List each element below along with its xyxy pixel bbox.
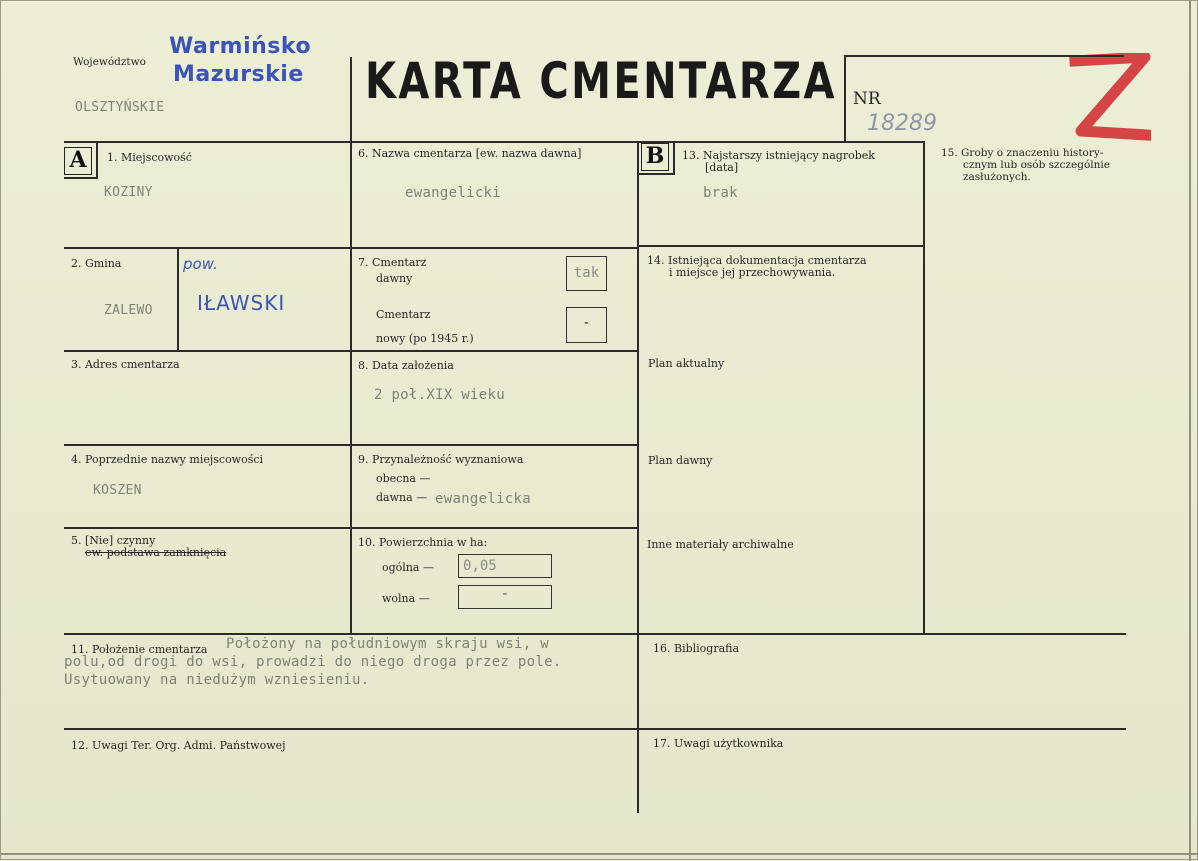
plan-aktualny-label: Plan aktualny xyxy=(648,357,725,370)
f5-label-line1: 5. [Nie] czynny xyxy=(71,534,156,547)
f10-label: 10. Powierzchnia w ha: xyxy=(358,536,488,549)
category-z-mark xyxy=(1069,53,1151,141)
f2-hand-value: IŁAWSKI xyxy=(197,291,286,315)
f13-label-line2: [data] xyxy=(705,161,739,174)
f4-value: KOSZEN xyxy=(93,483,142,498)
nr-box-top xyxy=(844,55,1124,57)
f13-label-line1: 13. Najstarszy istniejący nagrobek xyxy=(682,149,875,162)
f10-wolna-box: - xyxy=(458,585,552,609)
f15-line1: 15. Groby o znaczeniu history- xyxy=(941,147,1104,159)
f3-label: 3. Adres cmentarza xyxy=(71,358,180,371)
section-b-letter: B xyxy=(641,143,669,171)
inne-materialy-label: Inne materiały archiwalne xyxy=(647,538,794,551)
f9-obecna-label: obecna — xyxy=(376,472,431,485)
section-a-letter: A xyxy=(64,147,92,175)
plan-dawny-label: Plan dawny xyxy=(648,454,713,467)
card-title: KARTA CMENTARZA xyxy=(365,52,837,110)
f10-ogolna-box: 0,05 xyxy=(458,554,552,578)
f2-hand-prefix: pow. xyxy=(183,255,218,273)
f14-label-line1: 14. Istniejąca dokumentacja cmentarza xyxy=(647,254,867,267)
f10-wolna-label: wolna — xyxy=(382,592,430,605)
f7-label-b1: Cmentarz xyxy=(376,308,431,321)
f1-label: 1. Miejscowość xyxy=(107,151,192,164)
col-divider-2 xyxy=(637,141,639,813)
wojewodztwo-label: Województwo xyxy=(73,56,146,68)
row-line-bottom2 xyxy=(64,728,1126,730)
col-divider-1 xyxy=(350,57,352,633)
f9-dawna-label: dawna — xyxy=(376,491,428,504)
f7-label-b2: nowy (po 1945 r.) xyxy=(376,332,474,345)
f5-label-line2: ew. podstawa zamknięcia xyxy=(85,546,227,559)
card-right-edge xyxy=(1189,1,1191,861)
col-divider-3 xyxy=(923,141,925,633)
f11-line3: Usytuowany na niedużym wzniesieniu. xyxy=(64,672,370,688)
wojewodztwo-stamp-line1: Warmińsko xyxy=(169,34,312,59)
row-line-top xyxy=(64,141,924,143)
f11-label: 11. Położenie cmentarza xyxy=(71,643,208,656)
f14-label-line2: i miejsce jej przechowywania. xyxy=(669,266,836,279)
card-bottom-edge xyxy=(1,853,1198,855)
nr-label: NR xyxy=(853,89,881,109)
f17-label: 17. Uwagi użytkownika xyxy=(653,737,784,750)
f12-label: 12. Uwagi Ter. Org. Admi. Państwowej xyxy=(71,739,286,752)
f9-label: 9. Przynależność wyznaniowa xyxy=(358,453,524,466)
f15-line2: cznym lub osób szczególnie xyxy=(963,159,1110,171)
row-line-bottom1 xyxy=(64,633,1126,635)
section-b-letter-base xyxy=(639,173,674,175)
wojewodztwo-stamp-line2: Mazurskie xyxy=(173,62,304,87)
f8-value: 2 poł.XIX wieku xyxy=(374,387,505,403)
nr-box-left xyxy=(844,55,846,141)
f1-value: KOZINY xyxy=(104,185,153,200)
row-line-b14 xyxy=(639,245,924,247)
f15-line3: zasłużonych. xyxy=(963,171,1031,183)
f13-value: brak xyxy=(703,185,738,201)
section-a-letter-base xyxy=(64,177,97,179)
row-line-a3 xyxy=(64,350,638,352)
f4-label: 4. Poprzednie nazwy miejscowości xyxy=(71,453,264,466)
wojewodztwo-typed: OLSZTYŃSKIE xyxy=(75,100,165,115)
gmina-divider xyxy=(177,247,179,350)
nr-value: 18289 xyxy=(867,111,937,136)
f6-value: ewangelicki xyxy=(405,185,502,201)
f7-dawny-box: tak xyxy=(566,256,607,291)
f7-nowy-box: - xyxy=(566,307,607,343)
f11-line1: Położony na południowym skraju wsi, w xyxy=(226,636,549,652)
row-line-a4 xyxy=(64,444,638,446)
f10-ogolna-label: ogólna — xyxy=(382,561,434,574)
f2-value: ZALEWO xyxy=(104,303,153,318)
f8-label: 8. Data założenia xyxy=(358,359,454,372)
f9-dawna-value: ewangelicka xyxy=(435,491,532,507)
row-line-a2 xyxy=(64,247,638,249)
f11-line2: polu,od drogi do wsi, prowadzi do niego droga przez pole. xyxy=(64,654,562,670)
f7-label-a2: dawny xyxy=(376,272,413,285)
f2-label: 2. Gmina xyxy=(71,257,122,270)
row-line-a5 xyxy=(64,527,638,529)
section-a-letter-rule xyxy=(96,141,98,179)
f16-label: 16. Bibliografia xyxy=(653,642,740,655)
f6-label: 6. Nazwa cmentarza [ew. nazwa dawna] xyxy=(358,147,582,160)
f7-label-a1: 7. Cmentarz xyxy=(358,256,427,269)
section-b-letter-rule xyxy=(673,141,675,175)
